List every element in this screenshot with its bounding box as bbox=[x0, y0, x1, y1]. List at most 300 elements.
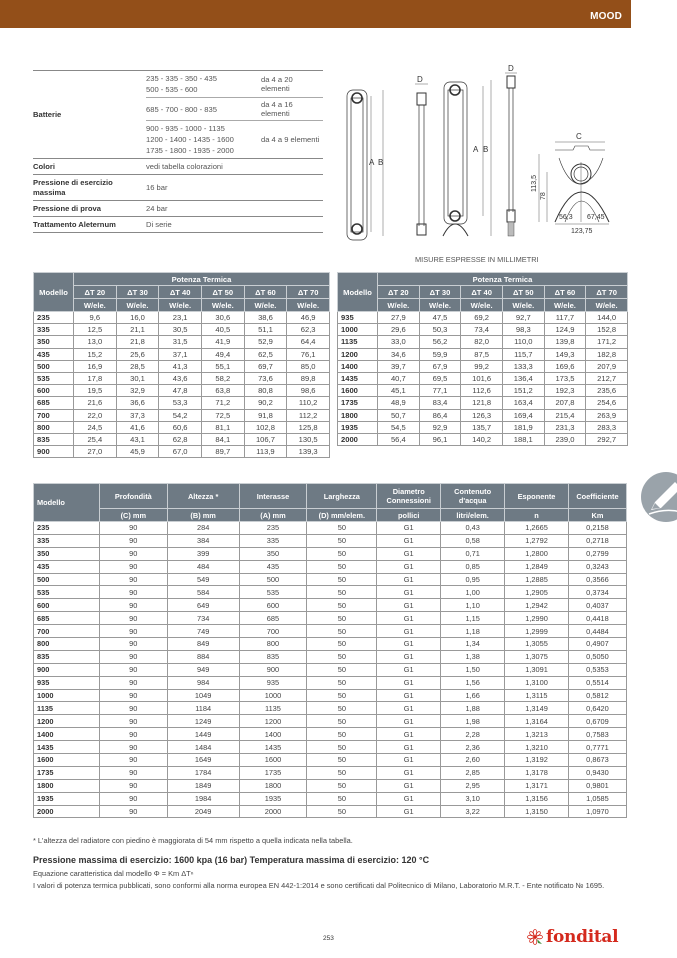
flower-icon bbox=[527, 929, 543, 945]
value-cell: 1249 bbox=[167, 715, 239, 728]
value-cell: 90 bbox=[99, 638, 167, 651]
value-cell: 50 bbox=[307, 522, 377, 535]
value-cell: 90 bbox=[99, 663, 167, 676]
power-cell: 73,6 bbox=[244, 372, 287, 384]
column-header: Profondità bbox=[99, 484, 167, 509]
value-cell: 1,15 bbox=[441, 612, 505, 625]
value-cell: 50 bbox=[307, 728, 377, 741]
value-cell: 1,3075 bbox=[505, 650, 569, 663]
value-cell: 50 bbox=[307, 638, 377, 651]
power-cell: 43,1 bbox=[116, 433, 159, 445]
table-row bbox=[34, 324, 330, 336]
power-cell: 73,4 bbox=[461, 324, 503, 336]
table-row bbox=[338, 336, 628, 348]
power-cell: 182,8 bbox=[586, 348, 628, 360]
model-cell: 2000 bbox=[338, 433, 378, 445]
table-row bbox=[34, 702, 627, 715]
value-cell: 0,4418 bbox=[568, 612, 626, 625]
value-cell: 0,4907 bbox=[568, 638, 626, 651]
table-row bbox=[338, 433, 628, 445]
power-cell: 27,0 bbox=[74, 446, 117, 458]
value-cell: 1600 bbox=[239, 754, 307, 767]
value-cell: 1,2800 bbox=[505, 547, 569, 560]
value-cell: 90 bbox=[99, 728, 167, 741]
value-cell: 535 bbox=[239, 586, 307, 599]
value-cell: 2000 bbox=[239, 805, 307, 818]
spec-row bbox=[33, 201, 323, 217]
power-cell: 140,2 bbox=[461, 433, 503, 445]
value-cell: 0,71 bbox=[441, 547, 505, 560]
value-cell: 1,50 bbox=[441, 663, 505, 676]
power-cell: 149,3 bbox=[544, 348, 586, 360]
power-cell: 239,0 bbox=[544, 433, 586, 445]
svg-text:67,45: 67,45 bbox=[587, 214, 605, 221]
value-cell: 284 bbox=[167, 522, 239, 535]
value-cell: 0,6420 bbox=[568, 702, 626, 715]
power-cell: 81,1 bbox=[201, 421, 244, 433]
svg-text:56,3: 56,3 bbox=[559, 214, 573, 221]
power-cell: 40,7 bbox=[378, 372, 420, 384]
section-title: MOOD bbox=[590, 11, 622, 22]
power-cell: 125,8 bbox=[287, 421, 330, 433]
svg-text:113,5: 113,5 bbox=[531, 175, 538, 192]
value-cell: 50 bbox=[307, 650, 377, 663]
power-cell: 135,7 bbox=[461, 421, 503, 433]
svg-text:A: A bbox=[473, 145, 479, 154]
value-cell: 1,0585 bbox=[568, 792, 626, 805]
spec-value: 24 bar bbox=[146, 201, 323, 217]
table-row bbox=[34, 676, 627, 689]
value-cell: 849 bbox=[167, 638, 239, 651]
value-cell: G1 bbox=[377, 586, 441, 599]
power-cell: 92,9 bbox=[419, 421, 461, 433]
power-cell: 192,3 bbox=[544, 385, 586, 397]
power-cell: 60,6 bbox=[159, 421, 202, 433]
table-row bbox=[34, 728, 627, 741]
model-cell: 500 bbox=[34, 360, 74, 372]
radiator-technical-drawing bbox=[333, 62, 633, 242]
value-cell: 90 bbox=[99, 805, 167, 818]
unit-header: W/ele. bbox=[74, 299, 117, 312]
value-cell: 90 bbox=[99, 534, 167, 547]
power-cell: 16,9 bbox=[74, 360, 117, 372]
value-cell: 50 bbox=[307, 805, 377, 818]
power-cell: 41,9 bbox=[201, 336, 244, 348]
power-cell: 98,3 bbox=[502, 324, 544, 336]
power-cell: 263,9 bbox=[586, 409, 628, 421]
delta-header: ΔT 40 bbox=[159, 286, 202, 299]
model-cell: 700 bbox=[34, 409, 74, 421]
value-cell: 484 bbox=[167, 560, 239, 573]
power-cell: 86,4 bbox=[419, 409, 461, 421]
model-cell: 835 bbox=[34, 433, 74, 445]
power-cell: 41,3 bbox=[159, 360, 202, 372]
unit-header: W/ele. bbox=[159, 299, 202, 312]
model-cell: 800 bbox=[34, 638, 100, 651]
page-number: 253 bbox=[323, 935, 334, 942]
value-cell: G1 bbox=[377, 715, 441, 728]
power-cell: 50,7 bbox=[378, 409, 420, 421]
value-cell: 50 bbox=[307, 676, 377, 689]
power-cell: 59,9 bbox=[419, 348, 461, 360]
batterie-models: 900 - 935 - 1000 - 1135 1200 - 1400 - 1435 - 1600 1735 - 1800 - 1935 - 2000 bbox=[146, 121, 261, 159]
power-cell: 133,3 bbox=[502, 360, 544, 372]
power-cell: 9,6 bbox=[74, 312, 117, 324]
value-cell: 1,2885 bbox=[505, 573, 569, 586]
value-cell: 935 bbox=[239, 676, 307, 689]
value-cell: 50 bbox=[307, 702, 377, 715]
value-cell: 50 bbox=[307, 547, 377, 560]
power-cell: 56,2 bbox=[419, 336, 461, 348]
value-cell: 0,9430 bbox=[568, 766, 626, 779]
value-cell: 2,36 bbox=[441, 741, 505, 754]
model-cell: 2000 bbox=[34, 805, 100, 818]
power-cell: 144,0 bbox=[586, 312, 628, 324]
power-cell: 29,6 bbox=[378, 324, 420, 336]
power-cell: 62,3 bbox=[287, 324, 330, 336]
model-cell: 900 bbox=[34, 663, 100, 676]
value-cell: 3,10 bbox=[441, 792, 505, 805]
value-cell: 90 bbox=[99, 573, 167, 586]
value-cell: 50 bbox=[307, 754, 377, 767]
value-cell: 1800 bbox=[239, 779, 307, 792]
value-cell: 1,38 bbox=[441, 650, 505, 663]
unit-header: W/ele. bbox=[502, 299, 544, 312]
value-cell: G1 bbox=[377, 728, 441, 741]
value-cell: G1 bbox=[377, 663, 441, 676]
power-cell: 188,1 bbox=[502, 433, 544, 445]
table-row bbox=[34, 534, 627, 547]
power-cell: 84,1 bbox=[201, 433, 244, 445]
value-cell: G1 bbox=[377, 766, 441, 779]
power-cell: 292,7 bbox=[586, 433, 628, 445]
spec-row bbox=[33, 175, 323, 201]
power-cell: 28,5 bbox=[116, 360, 159, 372]
value-cell: 1,3178 bbox=[505, 766, 569, 779]
power-cell: 12,5 bbox=[74, 324, 117, 336]
value-cell: 90 bbox=[99, 741, 167, 754]
column-header: Modello bbox=[34, 484, 100, 522]
model-cell: 1135 bbox=[338, 336, 378, 348]
power-cell: 130,5 bbox=[287, 433, 330, 445]
power-cell: 151,2 bbox=[502, 385, 544, 397]
power-cell: 72,5 bbox=[201, 409, 244, 421]
value-cell: 0,58 bbox=[441, 534, 505, 547]
power-cell: 69,2 bbox=[461, 312, 503, 324]
delta-header: ΔT 60 bbox=[544, 286, 586, 299]
value-cell: G1 bbox=[377, 676, 441, 689]
table-row bbox=[34, 348, 330, 360]
spec-label: Pressione di esercizio massima bbox=[33, 175, 146, 201]
svg-text:B: B bbox=[378, 158, 384, 167]
value-cell: 1,3192 bbox=[505, 754, 569, 767]
value-cell: G1 bbox=[377, 792, 441, 805]
model-cell: 335 bbox=[34, 324, 74, 336]
value-cell: 50 bbox=[307, 534, 377, 547]
model-cell: 1600 bbox=[338, 385, 378, 397]
value-cell: 1,56 bbox=[441, 676, 505, 689]
svg-text:D: D bbox=[417, 75, 423, 84]
value-cell: 0,43 bbox=[441, 522, 505, 535]
unit-header: litri/elem. bbox=[441, 509, 505, 522]
power-cell: 62,8 bbox=[159, 433, 202, 445]
delta-header: ΔT 40 bbox=[461, 286, 503, 299]
unit-header: W/ele. bbox=[116, 299, 159, 312]
value-cell: 1,2849 bbox=[505, 560, 569, 573]
value-cell: 90 bbox=[99, 522, 167, 535]
characteristic-equation: Equazione caratteristica dal modello Φ = Km ΔTⁿ bbox=[33, 869, 194, 878]
power-cell: 89,7 bbox=[201, 446, 244, 458]
value-cell: 0,5812 bbox=[568, 689, 626, 702]
value-cell: 50 bbox=[307, 599, 377, 612]
table-row bbox=[338, 348, 628, 360]
table-row bbox=[34, 547, 627, 560]
value-cell: G1 bbox=[377, 805, 441, 818]
power-cell: 52,9 bbox=[244, 336, 287, 348]
value-cell: 50 bbox=[307, 573, 377, 586]
value-cell: 1,2665 bbox=[505, 522, 569, 535]
certification-paragraph: I valori di potenza termica pubblicati, sono conformi alla norma europea EN 442-1:2014 e sono certificati dal Politecnico di Milano, Laboratorio M.R.T. - Ente notificato № 1695. bbox=[33, 881, 605, 890]
power-cell: 110,0 bbox=[502, 336, 544, 348]
power-cell: 47,5 bbox=[419, 312, 461, 324]
measurement-caption: MISURE ESPRESSE IN MILLIMETRI bbox=[415, 255, 539, 264]
table-row bbox=[34, 421, 330, 433]
value-cell: 1,2792 bbox=[505, 534, 569, 547]
value-cell: 90 bbox=[99, 779, 167, 792]
value-cell: 800 bbox=[239, 638, 307, 651]
value-cell: 1184 bbox=[167, 702, 239, 715]
value-cell: 50 bbox=[307, 792, 377, 805]
spec-row bbox=[33, 217, 323, 233]
value-cell: 2,28 bbox=[441, 728, 505, 741]
value-cell: 2,60 bbox=[441, 754, 505, 767]
delta-header: ΔT 70 bbox=[287, 286, 330, 299]
power-cell: 82,0 bbox=[461, 336, 503, 348]
value-cell: 90 bbox=[99, 599, 167, 612]
power-cell: 106,7 bbox=[244, 433, 287, 445]
value-cell: 90 bbox=[99, 792, 167, 805]
value-cell: 0,85 bbox=[441, 560, 505, 573]
delta-header: ΔT 20 bbox=[74, 286, 117, 299]
model-cell: 1600 bbox=[34, 754, 100, 767]
table-row bbox=[34, 409, 330, 421]
delta-header: ΔT 70 bbox=[586, 286, 628, 299]
power-cell: 30,6 bbox=[201, 312, 244, 324]
value-cell: 50 bbox=[307, 779, 377, 792]
batterie-elements: da 4 a 9 elementi bbox=[261, 121, 323, 159]
value-cell: 749 bbox=[167, 625, 239, 638]
power-cell: 117,7 bbox=[544, 312, 586, 324]
model-cell: 600 bbox=[34, 385, 74, 397]
value-cell: 435 bbox=[239, 560, 307, 573]
value-cell: 399 bbox=[167, 547, 239, 560]
value-cell: G1 bbox=[377, 612, 441, 625]
dimensions-table bbox=[33, 483, 627, 818]
front-view-with-foot bbox=[443, 80, 491, 236]
table-row bbox=[34, 586, 627, 599]
model-header: Modello bbox=[34, 273, 74, 312]
power-cell: 30,5 bbox=[159, 324, 202, 336]
value-cell: G1 bbox=[377, 741, 441, 754]
power-cell: 80,8 bbox=[244, 385, 287, 397]
power-cell: 15,2 bbox=[74, 348, 117, 360]
power-cell: 85,0 bbox=[287, 360, 330, 372]
value-cell: 1,18 bbox=[441, 625, 505, 638]
value-cell: 3,22 bbox=[441, 805, 505, 818]
value-cell: 1,2999 bbox=[505, 625, 569, 638]
power-cell: 39,7 bbox=[378, 360, 420, 372]
model-cell: 1735 bbox=[34, 766, 100, 779]
spec-label: Colori bbox=[33, 159, 146, 175]
model-cell: 350 bbox=[34, 547, 100, 560]
value-cell: G1 bbox=[377, 689, 441, 702]
column-header: Esponente bbox=[505, 484, 569, 509]
value-cell: 1449 bbox=[167, 728, 239, 741]
unit-header: W/ele. bbox=[201, 299, 244, 312]
svg-text:C: C bbox=[576, 132, 582, 141]
unit-header: (C) mm bbox=[99, 509, 167, 522]
power-cell: 231,3 bbox=[544, 421, 586, 433]
spec-table bbox=[33, 70, 323, 233]
value-cell: 2,85 bbox=[441, 766, 505, 779]
unit-header: Km bbox=[568, 509, 626, 522]
value-cell: 50 bbox=[307, 612, 377, 625]
power-cell: 21,1 bbox=[116, 324, 159, 336]
table-row bbox=[338, 397, 628, 409]
value-cell: 0,4037 bbox=[568, 599, 626, 612]
power-cell: 30,1 bbox=[116, 372, 159, 384]
power-cell: 89,8 bbox=[287, 372, 330, 384]
power-cell: 53,3 bbox=[159, 397, 202, 409]
model-cell: 685 bbox=[34, 397, 74, 409]
power-table-left bbox=[33, 272, 330, 458]
power-cell: 212,7 bbox=[586, 372, 628, 384]
pressure-temperature-line: Pressione massima di esercizio: 1600 kpa (16 bar) Temperatura massima di esercizio: 120 °C bbox=[33, 855, 430, 865]
value-cell: 335 bbox=[239, 534, 307, 547]
unit-header: pollici bbox=[377, 509, 441, 522]
model-cell: 435 bbox=[34, 348, 74, 360]
table-row bbox=[34, 805, 627, 818]
value-cell: 1,3210 bbox=[505, 741, 569, 754]
power-cell: 49,4 bbox=[201, 348, 244, 360]
unit-header: (D) mm/elem. bbox=[307, 509, 377, 522]
value-cell: 90 bbox=[99, 715, 167, 728]
value-cell: 350 bbox=[239, 547, 307, 560]
power-cell: 31,5 bbox=[159, 336, 202, 348]
power-cell: 34,6 bbox=[378, 348, 420, 360]
value-cell: 900 bbox=[239, 663, 307, 676]
value-cell: 90 bbox=[99, 612, 167, 625]
power-cell: 254,6 bbox=[586, 397, 628, 409]
value-cell: 1735 bbox=[239, 766, 307, 779]
value-cell: 50 bbox=[307, 715, 377, 728]
power-cell: 115,7 bbox=[502, 348, 544, 360]
value-cell: 1,00 bbox=[441, 586, 505, 599]
value-cell: 1400 bbox=[239, 728, 307, 741]
model-cell: 235 bbox=[34, 312, 74, 324]
table-row bbox=[34, 433, 330, 445]
value-cell: 0,3734 bbox=[568, 586, 626, 599]
value-cell: 50 bbox=[307, 766, 377, 779]
value-cell: 835 bbox=[239, 650, 307, 663]
value-cell: 1435 bbox=[239, 741, 307, 754]
footnote: * L'altezza del radiatore con piedino è maggiorata di 54 mm rispetto a quella indicata nella tabella. bbox=[33, 836, 353, 845]
power-cell: 235,6 bbox=[586, 385, 628, 397]
value-cell: 1,2942 bbox=[505, 599, 569, 612]
value-cell: 734 bbox=[167, 612, 239, 625]
spec-label-batterie: Batterie bbox=[33, 71, 146, 159]
model-cell: 350 bbox=[34, 336, 74, 348]
spec-label: Pressione di prova bbox=[33, 201, 146, 217]
table-row bbox=[338, 360, 628, 372]
table-row bbox=[338, 421, 628, 433]
value-cell: 1,34 bbox=[441, 638, 505, 651]
model-cell: 1935 bbox=[34, 792, 100, 805]
model-cell: 1435 bbox=[338, 372, 378, 384]
value-cell: 235 bbox=[239, 522, 307, 535]
value-cell: 0,7771 bbox=[568, 741, 626, 754]
model-cell: 1000 bbox=[34, 689, 100, 702]
table-row bbox=[34, 741, 627, 754]
value-cell: 884 bbox=[167, 650, 239, 663]
table-row bbox=[34, 715, 627, 728]
power-cell: 46,9 bbox=[287, 312, 330, 324]
value-cell: 90 bbox=[99, 702, 167, 715]
model-cell: 835 bbox=[34, 650, 100, 663]
value-cell: 0,5050 bbox=[568, 650, 626, 663]
power-cell: 113,9 bbox=[244, 446, 287, 458]
power-cell: 37,1 bbox=[159, 348, 202, 360]
power-table-right bbox=[337, 272, 628, 446]
table-row bbox=[34, 385, 330, 397]
value-cell: G1 bbox=[377, 560, 441, 573]
model-cell: 1435 bbox=[34, 741, 100, 754]
value-cell: 1,3150 bbox=[505, 805, 569, 818]
power-cell: 110,2 bbox=[287, 397, 330, 409]
column-header: Interasse bbox=[239, 484, 307, 509]
power-cell: 98,6 bbox=[287, 385, 330, 397]
value-cell: 0,5514 bbox=[568, 676, 626, 689]
value-cell: 0,2799 bbox=[568, 547, 626, 560]
model-cell: 700 bbox=[34, 625, 100, 638]
value-cell: 90 bbox=[99, 560, 167, 573]
column-header: Larghezza bbox=[307, 484, 377, 509]
power-cell: 45,1 bbox=[378, 385, 420, 397]
model-cell: 235 bbox=[34, 522, 100, 535]
table-row bbox=[338, 385, 628, 397]
unit-header: (B) mm bbox=[167, 509, 239, 522]
model-cell: 435 bbox=[34, 560, 100, 573]
power-cell: 37,3 bbox=[116, 409, 159, 421]
spec-label: Trattamento Aleternum bbox=[33, 217, 146, 233]
model-cell: 535 bbox=[34, 372, 74, 384]
model-cell: 1200 bbox=[338, 348, 378, 360]
value-cell: G1 bbox=[377, 522, 441, 535]
power-cell: 101,6 bbox=[461, 372, 503, 384]
power-cell: 67,0 bbox=[159, 446, 202, 458]
unit-header: (A) mm bbox=[239, 509, 307, 522]
side-view-short bbox=[415, 75, 428, 235]
model-cell: 1800 bbox=[338, 409, 378, 421]
table-row bbox=[34, 612, 627, 625]
power-cell: 136,4 bbox=[502, 372, 544, 384]
value-cell: 90 bbox=[99, 689, 167, 702]
power-cell: 38,6 bbox=[244, 312, 287, 324]
value-cell: 600 bbox=[239, 599, 307, 612]
group-header: Potenza Termica bbox=[74, 273, 330, 286]
value-cell: 50 bbox=[307, 741, 377, 754]
unit-header: W/ele. bbox=[287, 299, 330, 312]
